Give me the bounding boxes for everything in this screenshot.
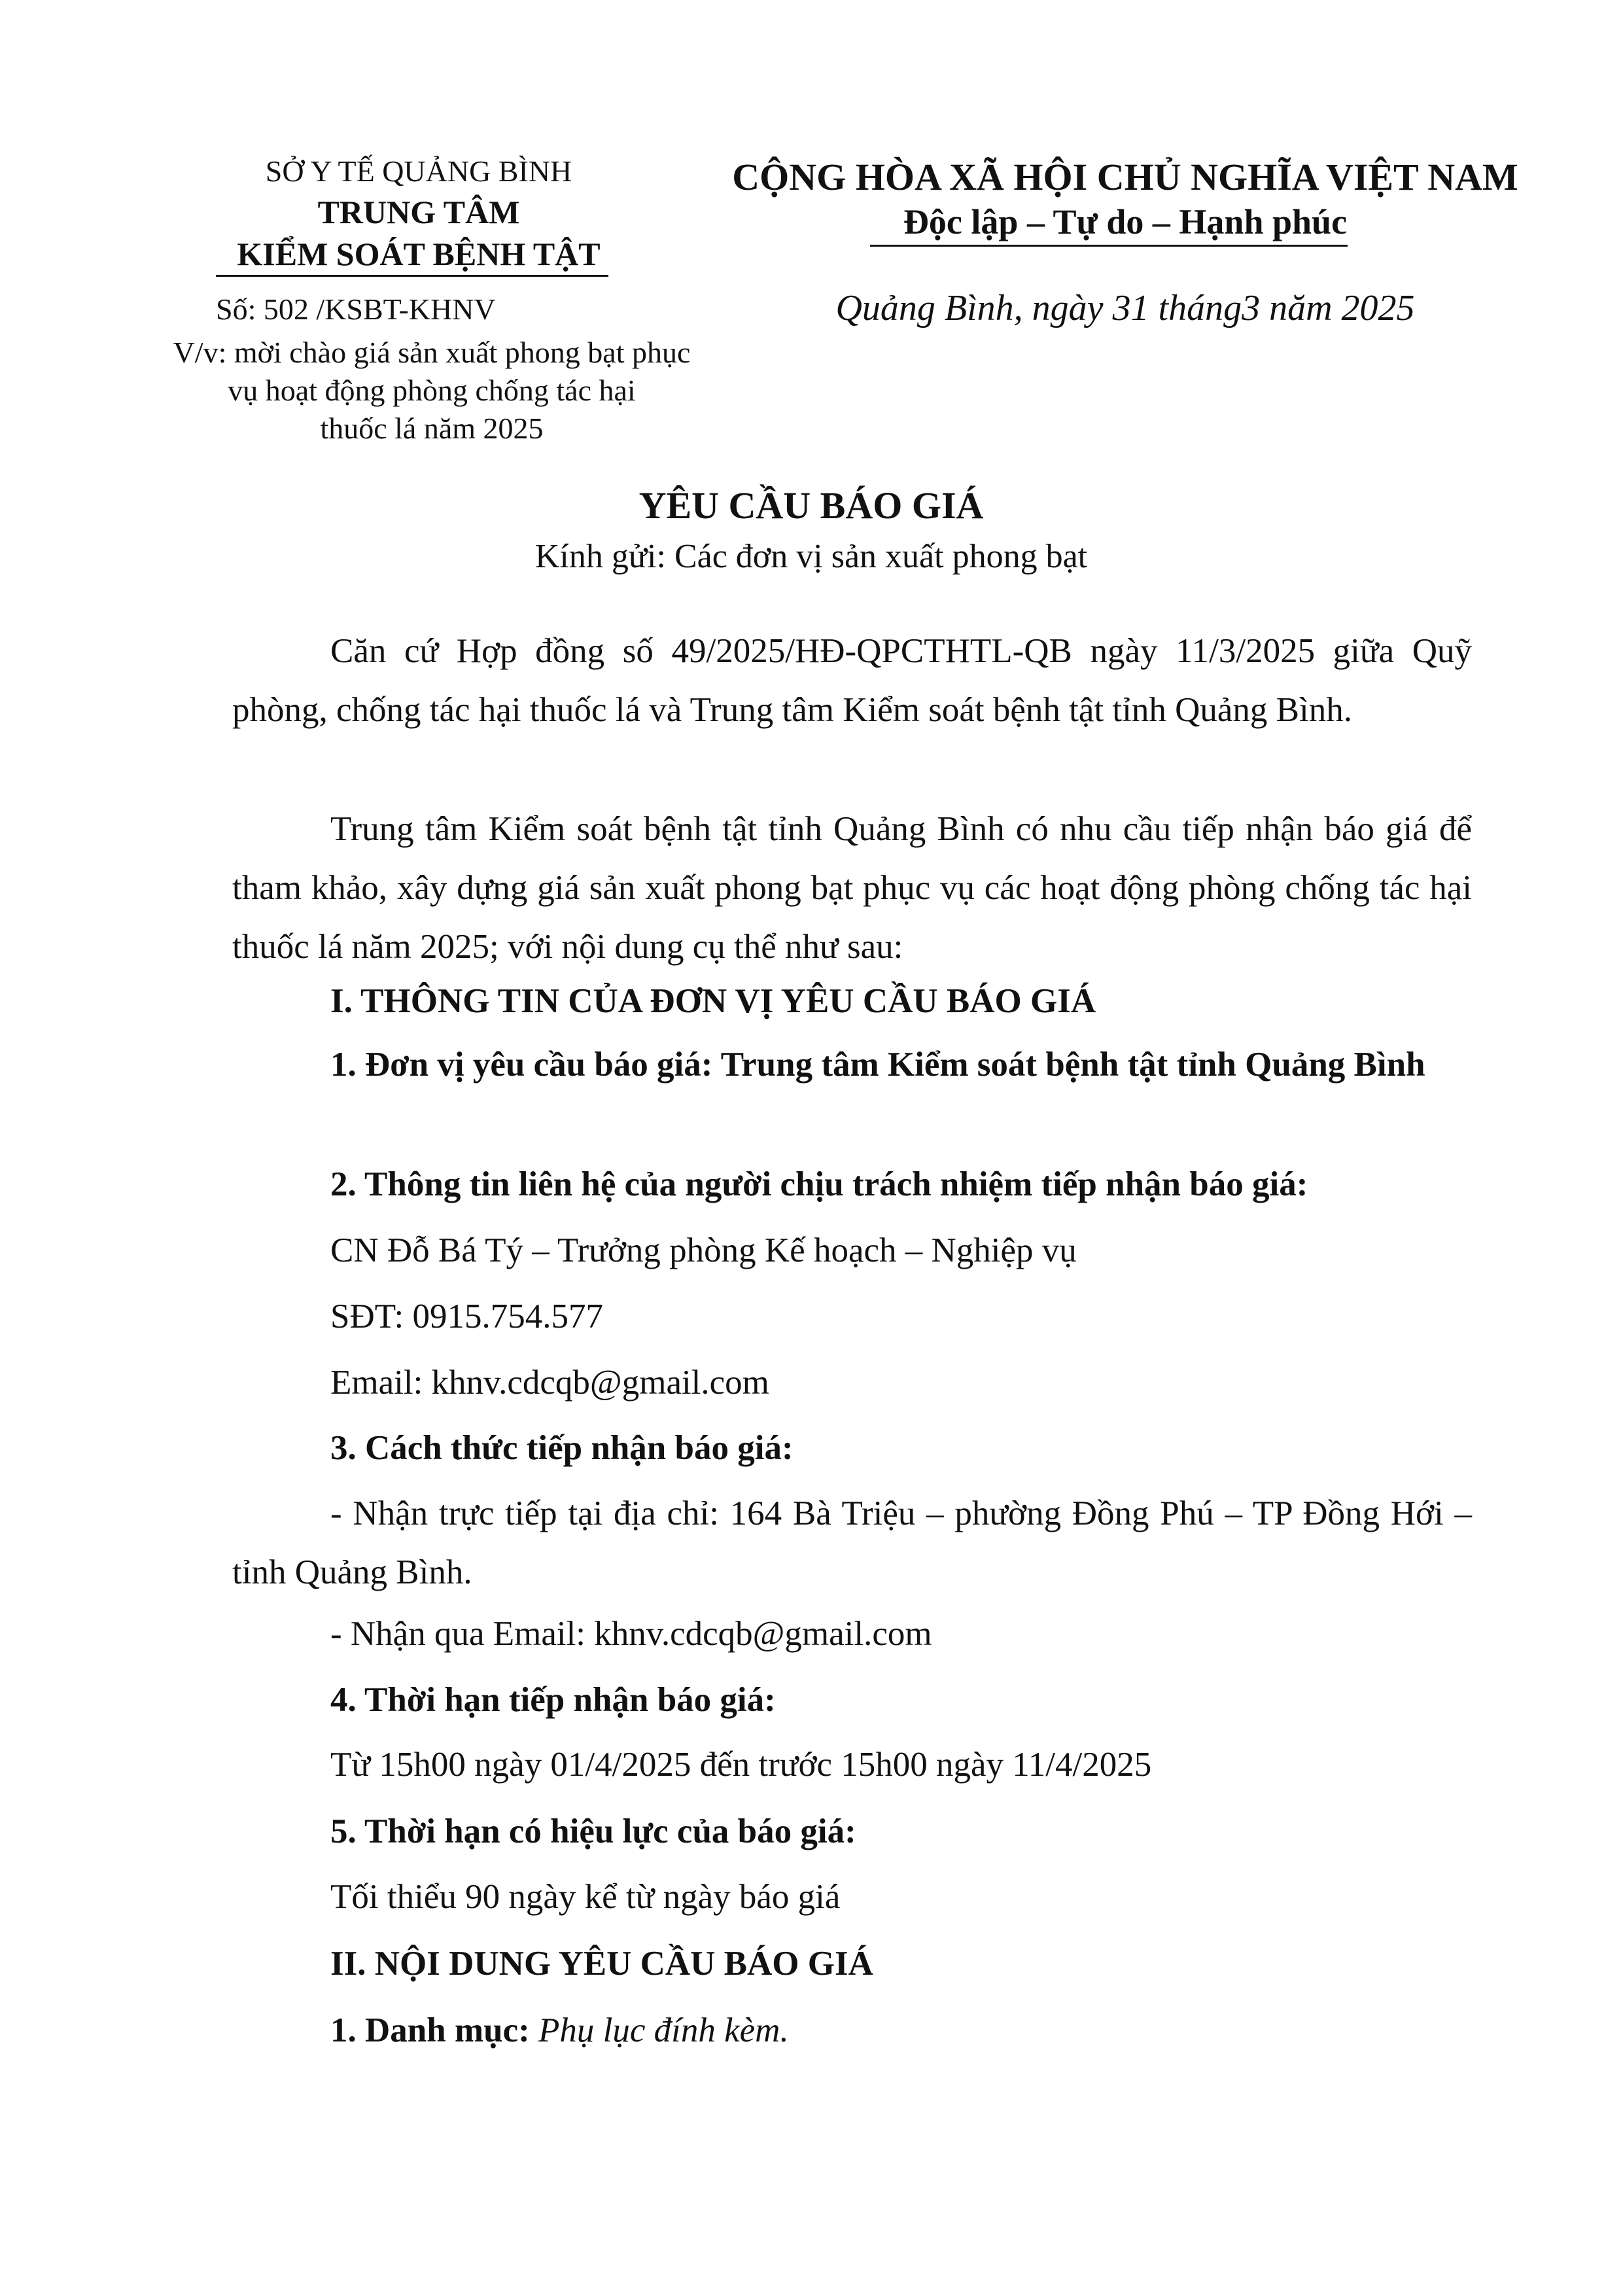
national-motto: Độc lập – Tự do – Hạnh phúc [903,202,1348,241]
item-4-deadline-heading: 4. Thời hạn tiếp nhận báo giá: [330,1681,776,1719]
section-1-heading: I. THÔNG TIN CỦA ĐƠN VỊ YÊU CẦU BÁO GIÁ [330,982,1096,1020]
deadline-value: Từ 15h00 ngày 01/4/2025 đến trước 15h00 ngày 11/4/2025 [330,1746,1152,1784]
receive-direct-address: - Nhận trực tiếp tại địa chỉ: 164 Bà Triệu – phường Đồng Phú – TP Đồng Hới – tỉnh Quảng Bình. [232,1494,1472,1591]
item-1-requesting-unit: 1. Đơn vị yêu cầu báo giá: Trung tâm Kiểm soát bệnh tật tỉnh Quảng Bình [330,1046,1425,1084]
subject-line1: V/v: mời chào giá sản xuất phong bạt phục [173,336,691,369]
dateline: Quảng Bình, ngày 31 tháng3 năm 2025 [835,288,1415,328]
paragraph-purpose: Trung tâm Kiểm soát bệnh tật tỉnh Quảng Bình có nhu cầu tiếp nhận báo giá để tham khảo, xây dựng giá sản xuất phong bạt phục vụ các hoạt động phòng chống tác hại thuốc lá năm 2025; với nội dung cụ thể như sau: [232,810,1472,966]
contact-name: CN Đỗ Bá Tý – Trưởng phòng Kế hoạch – Nghiệp vụ [330,1231,1077,1269]
document-subject [150,334,713,448]
item-5-validity-heading: 5. Thời hạn có hiệu lực của báo giá: [330,1812,856,1850]
validity-value: Tối thiểu 90 ngày kể từ ngày báo giá [330,1878,841,1916]
section-2-heading: II. NỘI DUNG YÊU CẦU BÁO GIÁ [330,1945,873,1983]
item-list [330,2001,1472,2060]
motto-underline [870,245,1348,247]
contact-email: Email: khnv.cdcqb@gmail.com [330,1364,769,1402]
subject-line3: thuốc lá năm 2025 [320,412,544,445]
document-title: YÊU CẦU BÁO GIÁ [638,484,984,527]
contact-phone: SĐT: 0915.754.577 [330,1298,603,1335]
list-label: 1. Danh mục: [330,2011,530,2049]
paragraph-basis: Căn cứ Hợp đồng số 49/2025/HĐ-QPCTHTL-QB ngày 11/3/2025 giữa Quỹ phòng, chống tác hại thuốc lá và Trung tâm Kiểm soát bệnh tật tỉnh Quảng Bình. [232,632,1472,729]
item-2-contact-heading: 2. Thông tin liên hệ của người chịu trách nhiệm tiếp nhận báo giá: [330,1165,1308,1203]
agency-name: SỞ Y TẾ QUẢNG BÌNH [265,154,572,188]
subject-line2: vụ hoạt động phòng chống tác hại [228,374,636,407]
org-name-line2: KIỂM SOÁT BỆNH TẬT [237,236,601,272]
country-name: CỘNG HÒA XÃ HỘI CHỦ NGHĨA VIỆT NAM [732,156,1518,198]
org-name-line1: TRUNG TÂM [317,194,520,230]
receive-by-email: - Nhận qua Email: khnv.cdcqb@gmail.com [330,1615,932,1653]
document-number: Số: 502 /KSBT-KHNV [216,292,496,326]
org-divider [216,275,608,277]
salutation: Kính gửi: Các đơn vị sản xuất phong bạt [534,538,1088,575]
item-3-receiving-method: 3. Cách thức tiếp nhận báo giá: [330,1429,794,1467]
list-value: Phụ lục đính kèm. [538,2011,789,2049]
